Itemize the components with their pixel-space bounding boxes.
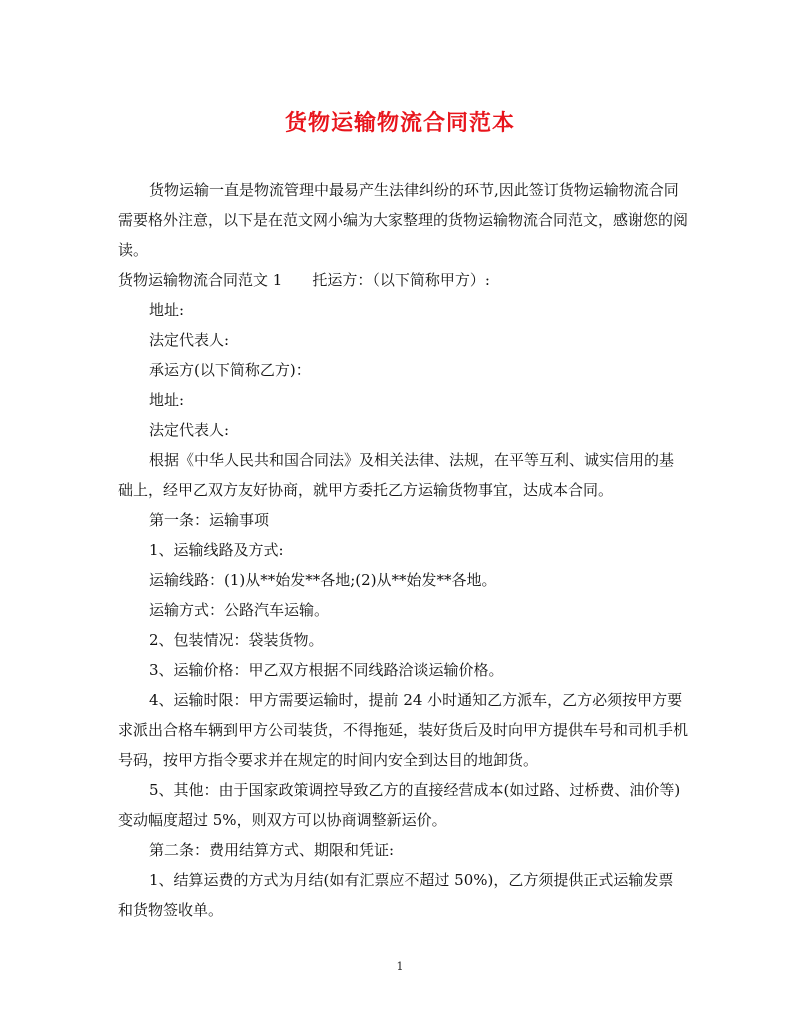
paragraph-contract-heading: 货物运输物流合同范文 1 托运方：（以下简称甲方）: bbox=[118, 271, 490, 289]
paragraph-price: 3、运输价格：甲乙双方根据不同线路洽谈运输价格。 bbox=[149, 661, 504, 679]
document-body bbox=[118, 175, 688, 925]
paragraph-packaging: 2、包装情况：袋装货物。 bbox=[149, 631, 324, 649]
paragraph-other: 5、其他：由于国家政策调控导致乙方的直接经营成本(如过路、过桥费、油价等)变动幅度超过 5%，则双方可以协商调整新运价。 bbox=[118, 781, 681, 829]
paragraph-party-b-address: 地址: bbox=[149, 391, 185, 409]
paragraph-route: 运输线路：(1)从**始发**各地;(2)从**始发**各地。 bbox=[149, 571, 497, 589]
paragraph-time-limit: 4、运输时限：甲方需要运输时，提前 24 小时通知乙方派车，乙方必须按甲方要求派出合格车辆到甲方公司装货，不得拖延，装好货后及时向甲方提供车号和司机手机号码，按甲方指令要求并在规定的时间内安全到达目的地卸货。 bbox=[118, 691, 689, 769]
paragraph-party-a-address: 地址: bbox=[149, 301, 185, 319]
paragraph-basis: 根据《中华人民共和国合同法》及相关法律、法规，在平等互利、诚实信用的基础上，经甲乙双方友好协商，就甲方委托乙方运输货物事宜，达成本合同。 bbox=[118, 451, 675, 499]
paragraph-transport-method: 运输方式：公路汽车运输。 bbox=[149, 601, 330, 619]
document-title: 货物运输物流合同范本 bbox=[284, 110, 515, 136]
paragraph-intro: 货物运输一直是物流管理中最易产生法律纠纷的环节,因此签订货物运输物流合同需要格外注意，以下是在范文网小编为大家整理的货物运输物流合同范文，感谢您的阅读。 bbox=[118, 181, 689, 259]
paragraph-party-a-representative: 法定代表人: bbox=[149, 331, 230, 349]
paragraph-party-b-representative: 法定代表人: bbox=[149, 421, 230, 439]
paragraph-settlement: 1、结算运费的方式为月结(如有汇票应不超过 50%)，乙方须提供正式运输发票和货物签收单。 bbox=[118, 871, 674, 919]
paragraph-route-method: 1、运输线路及方式: bbox=[149, 541, 284, 559]
paragraph-article-2: 第二条：费用结算方式、期限和凭证: bbox=[149, 841, 395, 859]
paragraph-article-1: 第一条：运输事项 bbox=[149, 511, 270, 529]
paragraph-carrier: 承运方(以下简称乙方)： bbox=[149, 361, 311, 379]
page-number: 1 bbox=[396, 960, 404, 973]
